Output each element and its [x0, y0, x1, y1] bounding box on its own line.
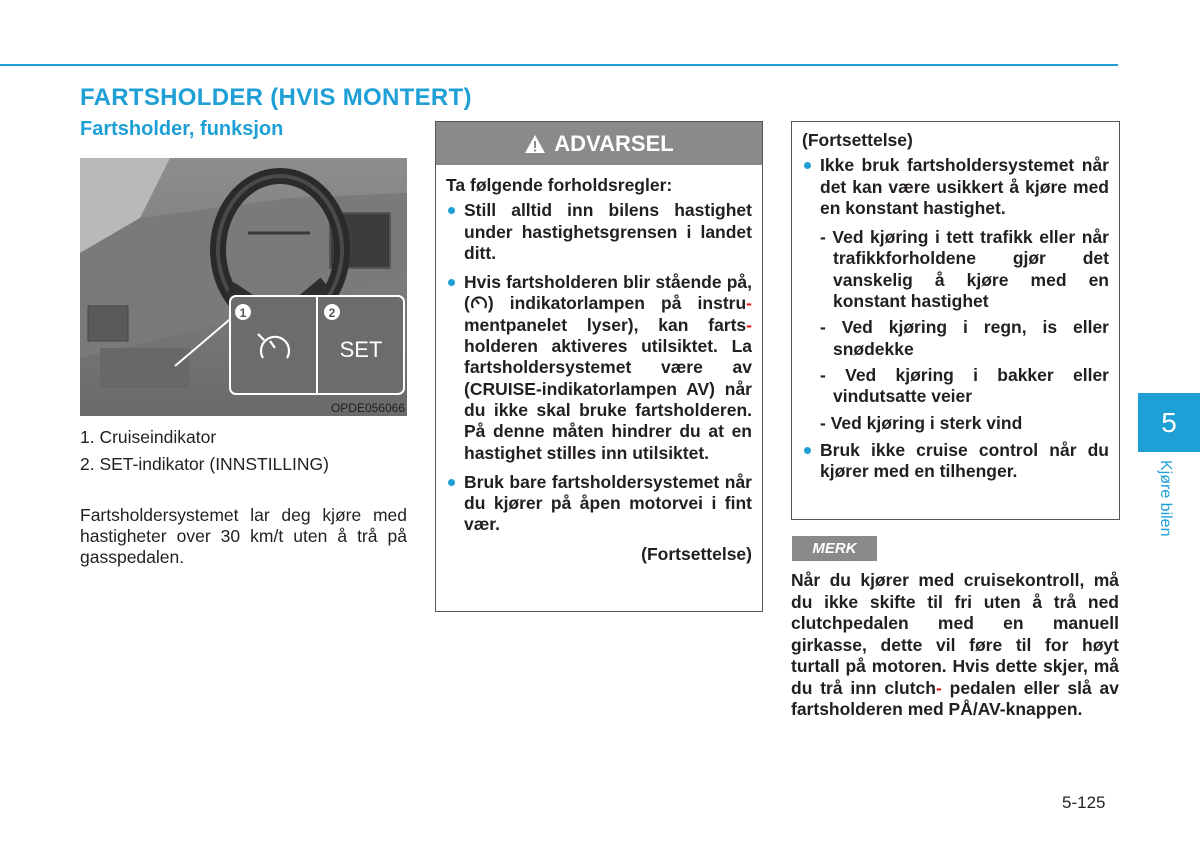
header-rule [0, 64, 1118, 66]
warning-box [435, 121, 763, 612]
dashboard-illustration [80, 158, 407, 416]
figure-code: OPDE056066 [330, 401, 405, 415]
warning-item: Hvis fartsholderen blir stående på, ( ) indikatorlampen på instru- mentpanelet lyser), kan farts- holderen aktiveres utilsiktet. La fartsholdersystemet være av (CRUISE-indikatorlampen AV) når du ikke skal bruke fartsholderen. På denne måten hindrer du at en hastighet stilles inn utilsiktet. [446, 272, 752, 464]
continuation-body [792, 122, 1119, 482]
continuation-header: (Fortsettelse) [802, 130, 913, 150]
description: Fartsholdersystemet lar deg kjøre med hastigheter over 30 km/t uten å trå på gasspedalen. [80, 505, 407, 567]
figure-captions [80, 424, 329, 478]
warning-body [436, 165, 762, 565]
warning-header [436, 122, 762, 165]
set-indicator: SET [339, 337, 383, 362]
chapter-tab: 5 [1138, 393, 1200, 452]
sub-item: - Ved kjøring i tett trafikk eller når trafikkforholdene gjør det vanskelig å kjøre med en konstant hastighet [820, 227, 1109, 312]
sub-item: - Ved kjøring i regn, is eller snødekke [820, 317, 1109, 359]
marker-2: 2 [328, 306, 336, 320]
section-title: FARTSHOLDER (HVIS MONTERT) [80, 84, 472, 111]
continuation-box [791, 121, 1120, 520]
continuation-sublist [802, 227, 1109, 434]
continuation-item: Bruk ikke cruise control når du kjører med en tilhenger. [802, 440, 1109, 483]
warning-intro: Ta følgende forholdsregler: [446, 175, 673, 195]
warning-title: ADVARSEL [554, 130, 674, 156]
marker-1: 1 [239, 306, 247, 320]
note-text: Når du kjører med cruisekontroll, må du ikke skifte til fri uten å trå ned clutchpedalen med en manuell girkasse, dette vil føre til for høyt turtall på motoren. Hvis dette skjer, må du trå inn clutch- pedalen eller slå av fartsholderen med PÅ/AV-knappen. [791, 570, 1119, 719]
dashboard-figure [80, 158, 407, 416]
page-number: 5-125 [1062, 793, 1106, 812]
cruise-small-icon [470, 295, 488, 311]
warning-item: Bruk bare fartsholdersystemet når du kjører på åpen motorvei i fint vær. [446, 472, 752, 536]
continuation-item: Ikke bruk fartsholdersystemet når det kan være usikkert å kjøre med en konstant hastighet. [802, 155, 1109, 219]
sub-item: - Ved kjøring i sterk vind [820, 412, 1023, 433]
caption-item: 2. SET-indikator (INNSTILLING) [80, 454, 329, 474]
continuation-list-2 [802, 440, 1109, 483]
warning-triangle-icon [524, 134, 546, 154]
warning-item: Still alltid inn bilens hastighet under hastighetsgrensen i landet ditt. [446, 200, 752, 264]
indicator-callout [230, 296, 404, 394]
continued-label: (Fortsettelse) [641, 543, 752, 564]
sub-title: Fartsholder, funksjon [80, 118, 284, 140]
caption-item: 1. Cruiseindikator [80, 427, 217, 447]
chapter-label: Kjøre bilen [1157, 460, 1174, 537]
note-badge: MERK [792, 536, 877, 561]
sub-item: - Ved kjøring i bakker eller vindutsatte veier [820, 364, 1109, 407]
continuation-list [802, 155, 1109, 219]
warning-list [446, 200, 752, 535]
